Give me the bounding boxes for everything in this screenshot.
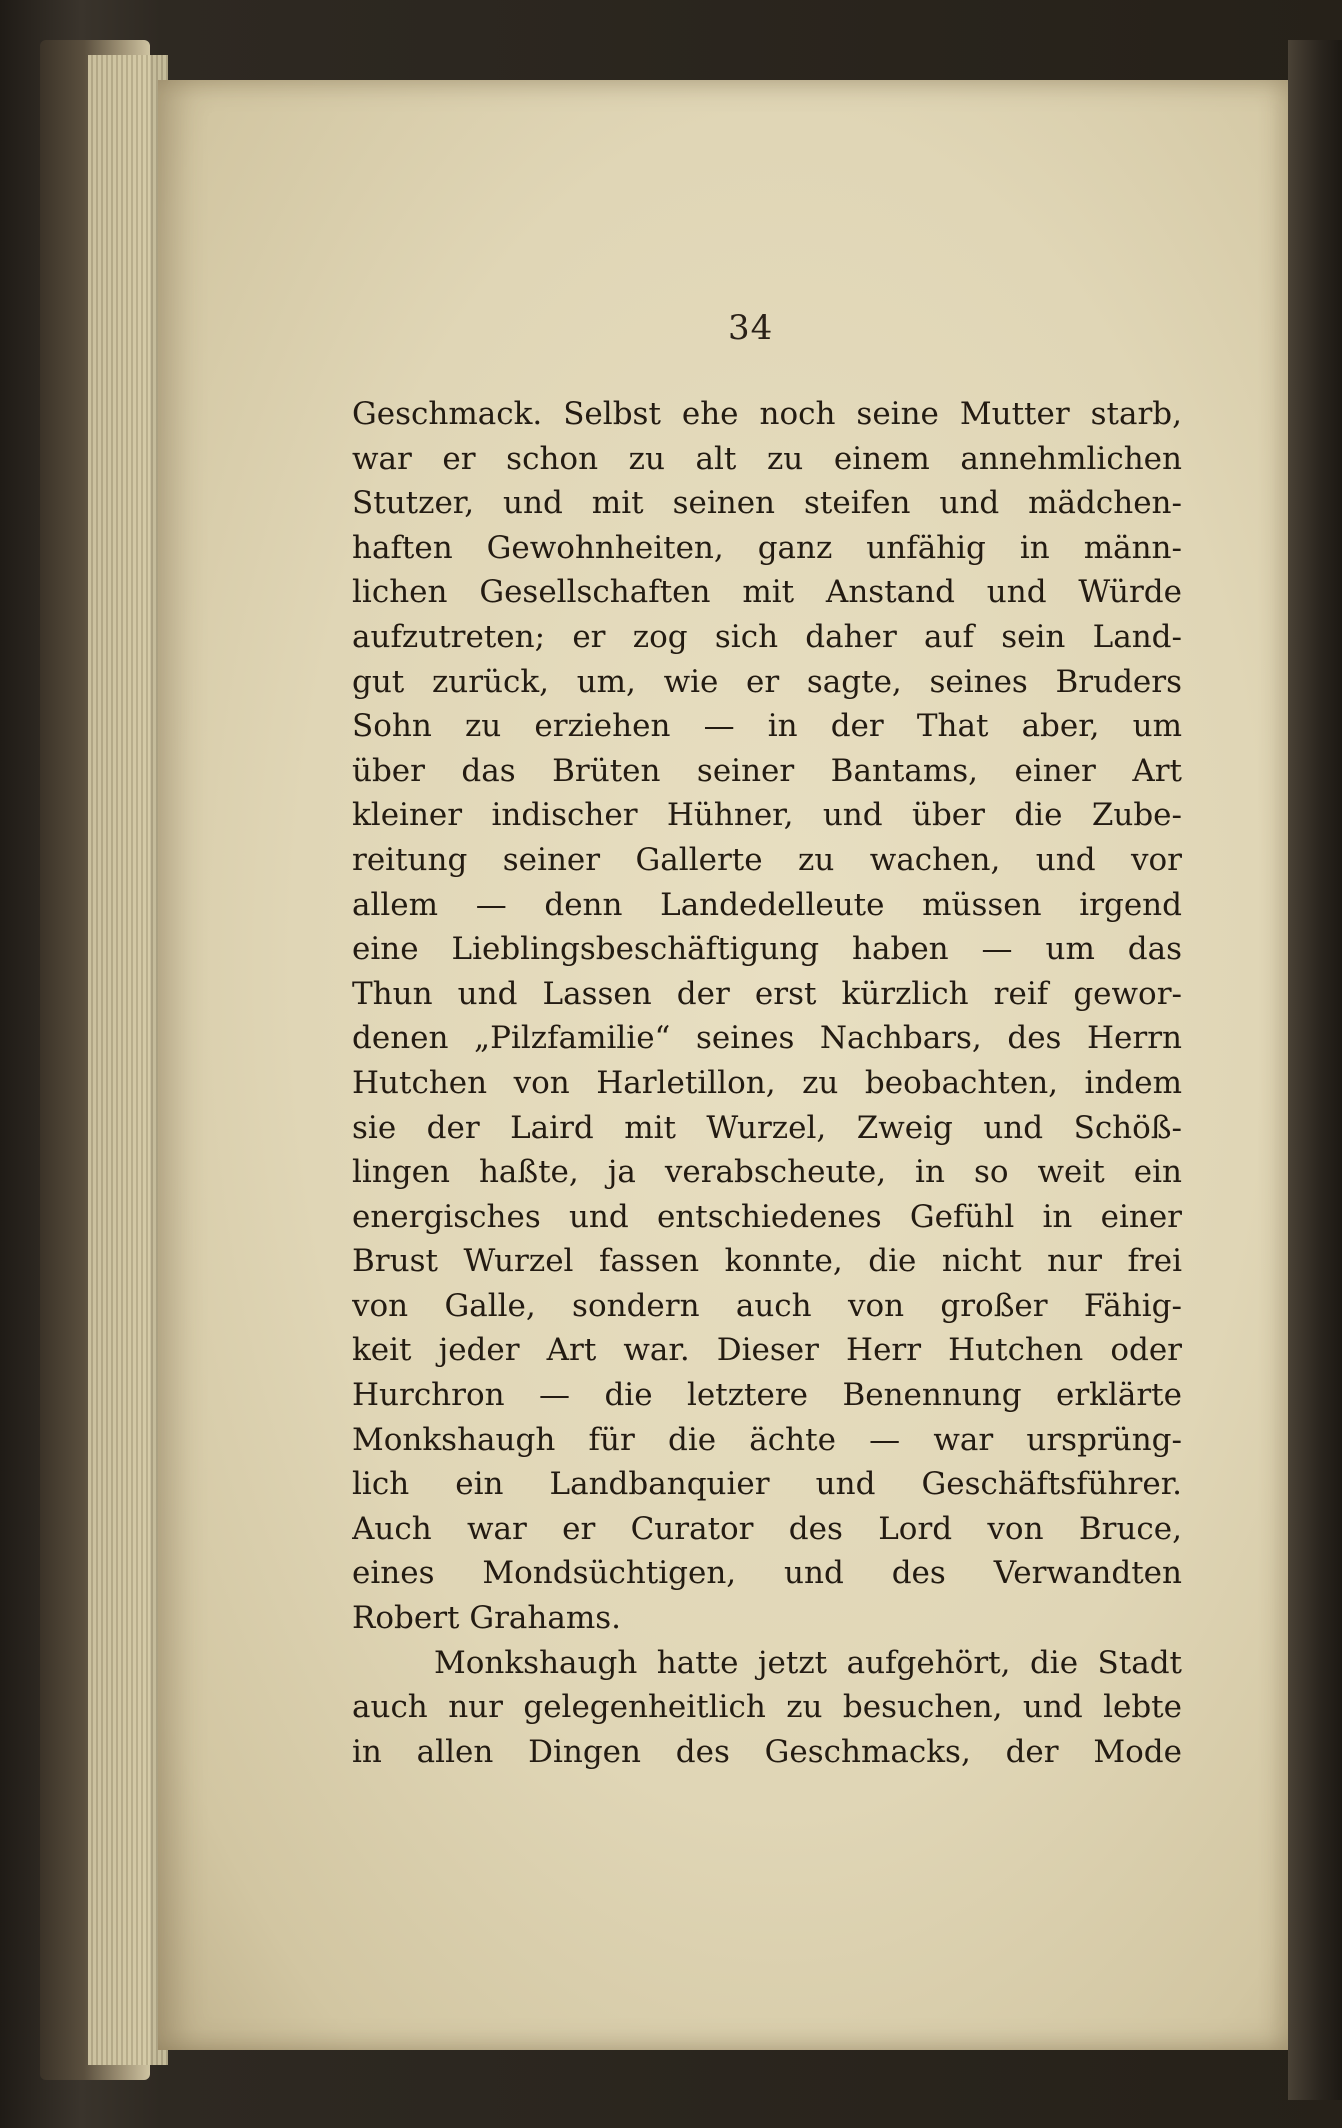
text-line: reitung seiner Gallerte zu wachen, und vor	[352, 841, 1182, 878]
facing-page-edge	[1288, 40, 1342, 2100]
text-line: eines Mondsüchtigen, und des Verwandten	[352, 1555, 1182, 1592]
paragraph	[352, 392, 1182, 1641]
text-line: war er schon zu alt zu einem annehmlichen	[352, 440, 1182, 477]
text-line: Auch war er Curator des Lord von Bruce,	[352, 1510, 1182, 1547]
text-line: Thun und Lassen der erst kürzlich reif gewor-	[352, 975, 1182, 1012]
text-line: Monkshaugh hatte jetzt aufgehört, die Stadt	[434, 1644, 1182, 1681]
page-edges	[88, 55, 168, 2065]
text-line: energisches und entschiedenes Gefühl in einer	[352, 1198, 1182, 1235]
text-line: Sohn zu erziehen — in der That aber, um	[352, 708, 1182, 745]
text-line: lich ein Landbanquier und Geschäftsführer.	[352, 1466, 1182, 1503]
text-line: über das Brüten seiner Bantams, einer Art	[352, 752, 1182, 789]
text-line: eine Lieblingsbeschäftigung haben — um das	[352, 931, 1182, 968]
text-line: Hutchen von Harletillon, zu beobachten, indem	[352, 1064, 1182, 1101]
text-line: Geschmack. Selbst ehe noch seine Mutter starb,	[352, 396, 1182, 432]
text-line: kleiner indischer Hühner, und über die Zube-	[352, 797, 1182, 834]
text-line: Monkshaugh für die ächte — war ursprüng-	[352, 1421, 1182, 1458]
text-line: lingen haßte, ja verabscheute, in so weit ein	[352, 1154, 1182, 1191]
text-line: gut zurück, um, wie er sagte, seines Bruders	[352, 663, 1182, 700]
page-text	[352, 392, 1182, 1774]
text-line: in allen Dingen des Geschmacks, der Mode	[352, 1733, 1182, 1770]
text-line: Hurchron — die letztere Benennung erklärte	[352, 1377, 1182, 1414]
text-line: haften Gewohnheiten, ganz unfähig in männ-	[352, 529, 1182, 566]
text-line: denen „Pilzfamilie“ seines Nachbars, des Herrn	[352, 1020, 1182, 1057]
page-number: 34	[728, 308, 774, 348]
paragraph	[352, 1641, 1182, 1775]
text-line: von Galle, sondern auch von großer Fähig-	[352, 1287, 1182, 1324]
text-line: Robert Grahams.	[352, 1600, 621, 1637]
text-line: sie der Laird mit Wurzel, Zweig und Schöß-	[352, 1109, 1182, 1146]
text-line: auch nur gelegenheitlich zu besuchen, und lebte	[352, 1689, 1182, 1726]
text-line: Brust Wurzel fassen konnte, die nicht nur frei	[352, 1243, 1182, 1280]
text-line: aufzutreten; er zog sich daher auf sein Land-	[352, 618, 1182, 655]
text-line: Stutzer, und mit seinen steifen und mädchen-	[352, 485, 1182, 522]
text-line: lichen Gesellschaften mit Anstand und Würde	[352, 574, 1182, 611]
text-line: keit jeder Art war. Dieser Herr Hutchen oder	[352, 1332, 1182, 1369]
text-line: allem — denn Landedelleute müssen irgend	[352, 886, 1182, 923]
